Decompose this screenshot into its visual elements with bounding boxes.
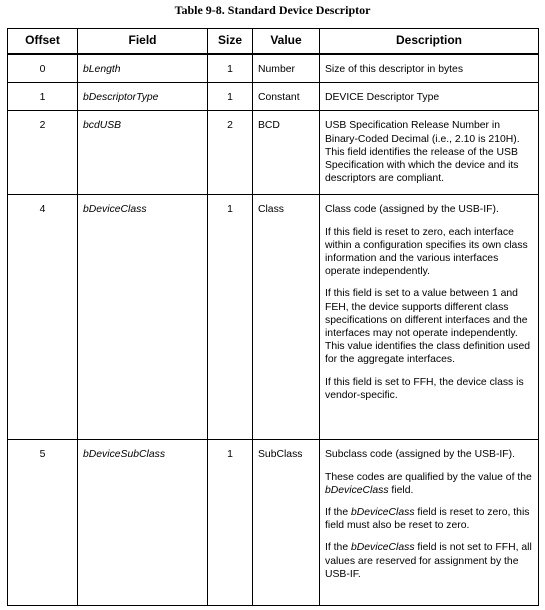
header-size: Size — [208, 29, 253, 55]
description-text: Class code (assigned by the USB-IF). — [325, 204, 499, 216]
description-fragment: field is not set to FFH, all values are reserved for assignment by the USB-IF. — [325, 542, 532, 580]
value-cell: Class — [253, 195, 320, 440]
description-text — [325, 541, 532, 581]
description-cell — [320, 83, 539, 111]
field-reference: bDeviceClass — [325, 484, 389, 496]
header-field: Field — [78, 29, 208, 55]
offset-cell: 4 — [8, 195, 78, 440]
value-cell: Number — [253, 54, 320, 83]
header-description: Description — [320, 29, 539, 55]
table-row — [8, 111, 539, 195]
field-cell: bDeviceSubClass — [78, 440, 208, 606]
table-row — [8, 54, 539, 83]
description-text: If this field is set to FFH, the device class is vendor-specific. — [325, 376, 524, 401]
value-cell: SubClass — [253, 440, 320, 606]
value-cell: BCD — [253, 111, 320, 195]
description-fragment: These codes are qualified by the value of the — [325, 471, 532, 483]
description-text: DEVICE Descriptor Type — [325, 92, 440, 104]
description-cell — [320, 195, 539, 440]
offset-cell: 5 — [8, 440, 78, 606]
header-value: Value — [253, 29, 320, 55]
description-fragment: If the — [325, 542, 351, 554]
size-cell: 1 — [208, 54, 253, 83]
table-row — [8, 440, 539, 606]
description-cell — [320, 111, 539, 195]
field-cell: bcdUSB — [78, 111, 208, 195]
size-cell: 1 — [208, 440, 253, 606]
field-reference: bDeviceClass — [351, 507, 415, 519]
value-cell: Constant — [253, 83, 320, 111]
table-row — [8, 83, 539, 111]
header-offset: Offset — [8, 29, 78, 55]
description-text: If this field is set to a value between 1 and FEH, the device supports different class specifications on different interfaces and the interfaces may not operate independently. This value identifies the class definition used for the aggregate interfaces. — [325, 288, 531, 366]
description-text: Size of this descriptor in bytes — [325, 64, 464, 75]
header-row — [8, 29, 539, 55]
description-text — [325, 506, 532, 532]
size-cell: 1 — [208, 83, 253, 111]
size-cell: 2 — [208, 111, 253, 195]
offset-cell: 2 — [8, 111, 78, 195]
description-text: If this field is reset to zero, each interface within a configuration specifies its own class information and the various interfaces operate independently. — [325, 226, 528, 278]
device-descriptor-table — [7, 28, 539, 606]
field-cell: bLength — [78, 54, 208, 83]
field-reference: bDeviceClass — [351, 542, 415, 554]
description-fragment: field. — [388, 484, 414, 496]
field-cell: bDeviceClass — [78, 195, 208, 440]
description-cell — [320, 54, 539, 83]
offset-cell: 0 — [8, 54, 78, 83]
description-text: USB Specification Release Number in Binary-Coded Decimal (i.e., 2.10 is 210H). This field identifies the release of the USB Specification with which the device and its descriptors are compliant. — [325, 120, 520, 185]
description-text: Subclass code (assigned by the USB-IF). — [325, 449, 516, 461]
field-cell: bDescriptorType — [78, 83, 208, 111]
offset-cell: 1 — [8, 83, 78, 111]
table-caption: Table 9-8. Standard Device Descriptor — [174, 3, 371, 17]
size-cell: 1 — [208, 195, 253, 440]
description-cell — [320, 440, 539, 606]
table-row — [8, 195, 539, 440]
description-fragment: field is reset to zero, this field must also be reset to zero. — [325, 507, 530, 532]
description-fragment: If the — [325, 507, 351, 519]
description-text — [325, 471, 532, 497]
